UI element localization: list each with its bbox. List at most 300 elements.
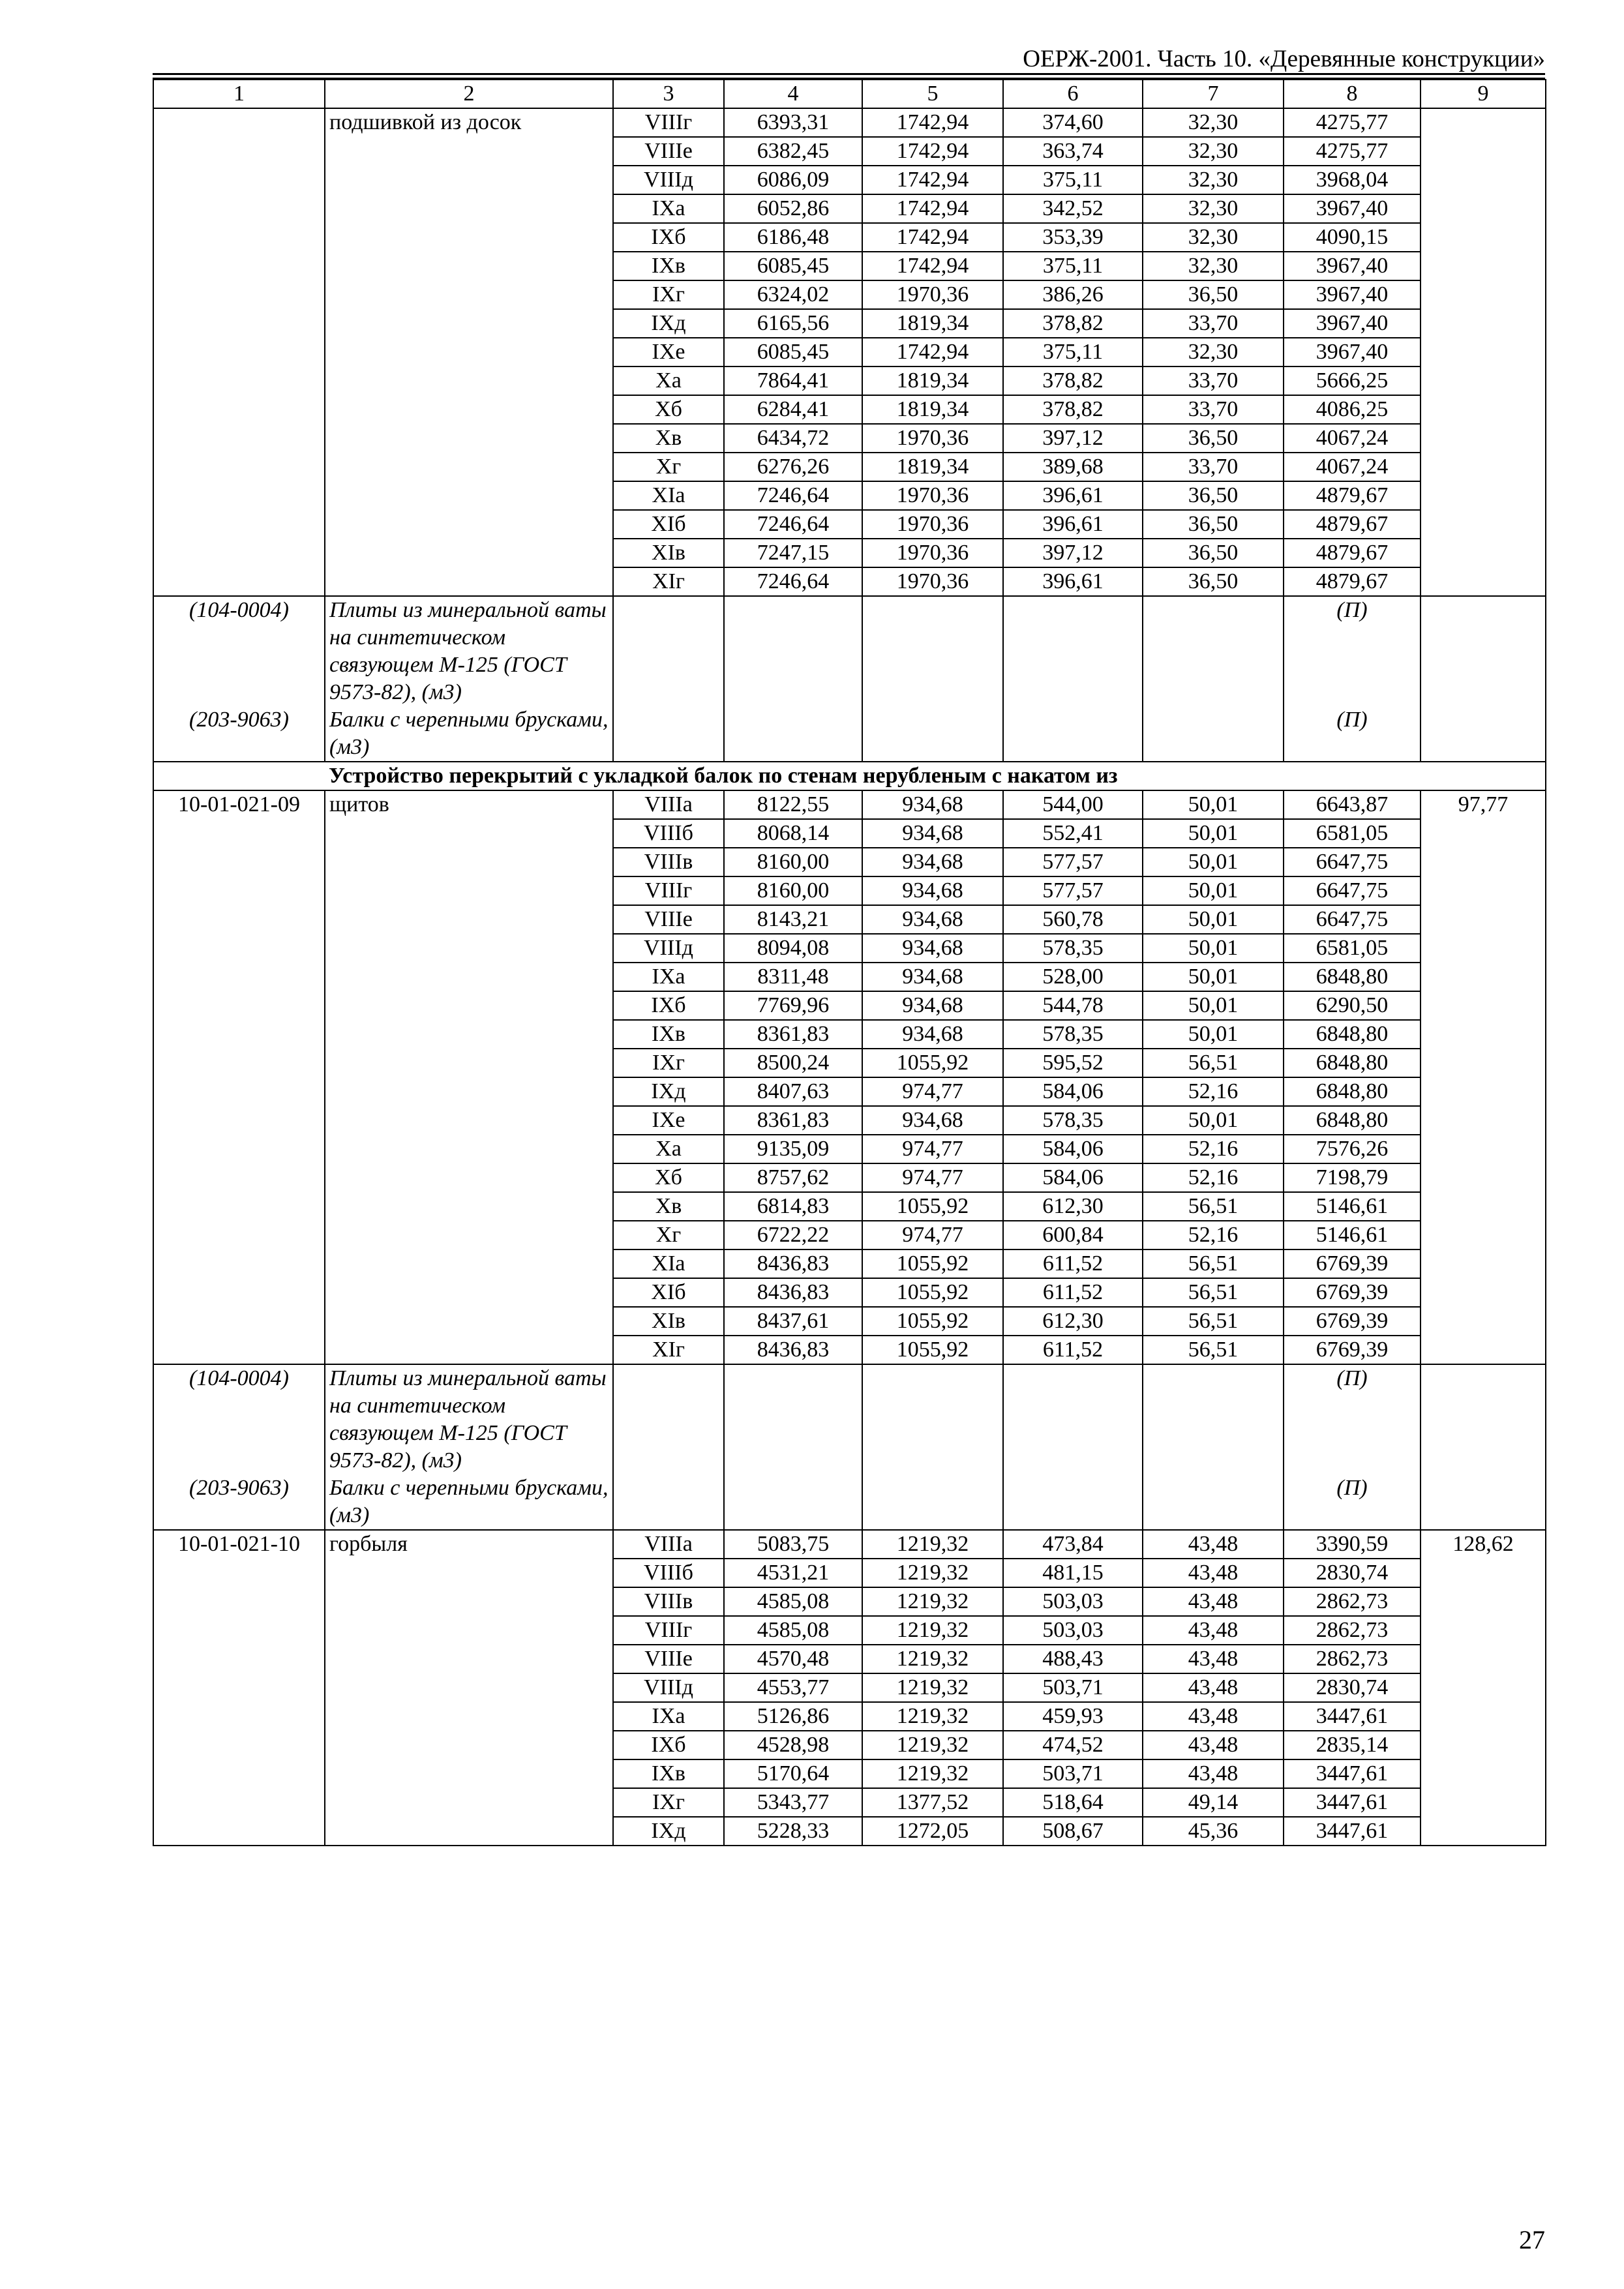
rate-code: 10-01-021-09 <box>153 790 325 1364</box>
material-code: (104-0004) <box>153 596 325 706</box>
labor-wages: 1742,94 <box>862 166 1003 194</box>
machinist-wages: 56,51 <box>1143 1307 1284 1336</box>
empty-cell <box>862 706 1003 762</box>
direct-costs: 8311,48 <box>724 963 862 991</box>
machine-costs: 488,43 <box>1003 1645 1143 1673</box>
material-costs: 6769,39 <box>1284 1307 1421 1336</box>
material-costs: 4275,77 <box>1284 137 1421 166</box>
machine-costs: 584,06 <box>1003 1077 1143 1106</box>
column-number: 7 <box>1143 80 1284 108</box>
material-costs: 4067,24 <box>1284 453 1421 481</box>
column-number: 8 <box>1284 80 1421 108</box>
region-zone: VIIIв <box>613 848 724 876</box>
region-zone: Xа <box>613 1135 724 1163</box>
region-zone: IXв <box>613 252 724 280</box>
rate-code <box>153 108 325 596</box>
machine-costs: 363,74 <box>1003 137 1143 166</box>
labor-wages: 934,68 <box>862 991 1003 1020</box>
machinist-wages: 32,30 <box>1143 252 1284 280</box>
machine-costs: 528,00 <box>1003 963 1143 991</box>
direct-costs: 6165,56 <box>724 309 862 338</box>
machine-costs: 375,11 <box>1003 166 1143 194</box>
machine-costs: 544,00 <box>1003 790 1143 819</box>
column-number-row <box>153 80 1546 108</box>
direct-costs: 8437,61 <box>724 1307 862 1336</box>
empty-cell <box>1421 596 1546 706</box>
machine-costs: 503,03 <box>1003 1616 1143 1645</box>
machine-costs: 396,61 <box>1003 567 1143 596</box>
material-code: (104-0004) <box>153 1364 325 1474</box>
machine-costs: 611,52 <box>1003 1278 1143 1307</box>
labor-wages: 1055,92 <box>862 1278 1003 1307</box>
direct-costs: 8757,62 <box>724 1163 862 1192</box>
machinist-wages: 50,01 <box>1143 1106 1284 1135</box>
material-row <box>153 1474 1546 1530</box>
material-costs: 6647,75 <box>1284 876 1421 905</box>
material-costs: 6848,80 <box>1284 1106 1421 1135</box>
region-zone: IXв <box>613 1020 724 1049</box>
machine-costs: 552,41 <box>1003 819 1143 848</box>
machinist-wages: 50,01 <box>1143 991 1284 1020</box>
material-costs: 5666,25 <box>1284 367 1421 395</box>
machinist-wages: 49,14 <box>1143 1788 1284 1817</box>
direct-costs: 6434,72 <box>724 424 862 453</box>
direct-costs: 8094,08 <box>724 934 862 963</box>
region-zone: XIг <box>613 567 724 596</box>
material-costs: 5146,61 <box>1284 1221 1421 1249</box>
direct-costs: 8160,00 <box>724 876 862 905</box>
labor-wages: 934,68 <box>862 963 1003 991</box>
region-zone: Xа <box>613 367 724 395</box>
labor-wages: 1055,92 <box>862 1049 1003 1077</box>
material-costs: 2862,73 <box>1284 1587 1421 1616</box>
labor-hours: 128,62 <box>1421 1530 1546 1846</box>
machine-costs: 396,61 <box>1003 481 1143 510</box>
direct-costs: 8143,21 <box>724 905 862 934</box>
machinist-wages: 43,48 <box>1143 1559 1284 1587</box>
machine-costs: 481,15 <box>1003 1559 1143 1587</box>
labor-wages: 1819,34 <box>862 309 1003 338</box>
labor-wages: 934,68 <box>862 848 1003 876</box>
material-costs: 6769,39 <box>1284 1278 1421 1307</box>
machinist-wages: 33,70 <box>1143 367 1284 395</box>
region-zone: VIIIг <box>613 876 724 905</box>
region-zone: IXб <box>613 223 724 252</box>
material-name: Балки с черепными брусками, (м3) <box>325 1474 613 1530</box>
region-zone: VIIIе <box>613 1645 724 1673</box>
machinist-wages: 43,48 <box>1143 1731 1284 1759</box>
machinist-wages: 36,50 <box>1143 567 1284 596</box>
material-costs: 3447,61 <box>1284 1817 1421 1846</box>
labor-wages: 1819,34 <box>862 367 1003 395</box>
empty-cell <box>1003 596 1143 706</box>
direct-costs: 7864,41 <box>724 367 862 395</box>
machine-costs: 389,68 <box>1003 453 1143 481</box>
column-number: 6 <box>1003 80 1143 108</box>
material-costs: 4067,24 <box>1284 424 1421 453</box>
machine-costs: 375,11 <box>1003 252 1143 280</box>
material-costs: 6769,39 <box>1284 1336 1421 1364</box>
column-number: 9 <box>1421 80 1546 108</box>
labor-wages: 1742,94 <box>862 194 1003 223</box>
machine-costs: 612,30 <box>1003 1192 1143 1221</box>
labor-wages: 1970,36 <box>862 539 1003 567</box>
machinist-wages: 50,01 <box>1143 963 1284 991</box>
machine-costs: 503,03 <box>1003 1587 1143 1616</box>
direct-costs: 5126,86 <box>724 1702 862 1731</box>
column-number: 2 <box>325 80 613 108</box>
machine-costs: 584,06 <box>1003 1163 1143 1192</box>
labor-wages: 1055,92 <box>862 1336 1003 1364</box>
section-title-row <box>153 762 1546 790</box>
material-name: Плиты из минеральной ваты на синтетическом связующем М-125 (ГОСТ 9573-82), (м3) <box>325 596 613 706</box>
labor-wages: 974,77 <box>862 1221 1003 1249</box>
material-costs: 4879,67 <box>1284 539 1421 567</box>
region-zone: XIб <box>613 1278 724 1307</box>
empty-cell <box>613 596 724 706</box>
machine-costs: 473,84 <box>1003 1530 1143 1559</box>
direct-costs: 6284,41 <box>724 395 862 424</box>
labor-wages: 1819,34 <box>862 453 1003 481</box>
labor-wages: 1272,05 <box>862 1817 1003 1846</box>
empty-cell <box>1143 596 1284 706</box>
direct-costs: 8436,83 <box>724 1249 862 1278</box>
labor-wages: 1819,34 <box>862 395 1003 424</box>
machinist-wages: 43,48 <box>1143 1759 1284 1788</box>
table-row <box>153 108 1546 137</box>
machinist-wages: 56,51 <box>1143 1192 1284 1221</box>
machinist-wages: 50,01 <box>1143 876 1284 905</box>
material-mark: (П) <box>1284 1364 1421 1474</box>
material-row <box>153 1364 1546 1474</box>
direct-costs: 8068,14 <box>724 819 862 848</box>
empty-cell <box>724 1364 862 1474</box>
machine-costs: 459,93 <box>1003 1702 1143 1731</box>
labor-hours <box>1421 108 1546 596</box>
material-costs: 2862,73 <box>1284 1616 1421 1645</box>
direct-costs: 8436,83 <box>724 1336 862 1364</box>
machine-costs: 386,26 <box>1003 280 1143 309</box>
table-row <box>153 790 1546 819</box>
material-mark: (П) <box>1284 706 1421 762</box>
region-zone: VIIIе <box>613 905 724 934</box>
material-row <box>153 706 1546 762</box>
machine-costs: 600,84 <box>1003 1221 1143 1249</box>
machine-costs: 375,11 <box>1003 338 1143 367</box>
machine-costs: 578,35 <box>1003 1106 1143 1135</box>
region-zone: IXг <box>613 1049 724 1077</box>
region-zone: VIIIа <box>613 1530 724 1559</box>
labor-wages: 934,68 <box>862 905 1003 934</box>
region-zone: IXе <box>613 338 724 367</box>
empty-cell <box>1421 1474 1546 1530</box>
material-costs: 4086,25 <box>1284 395 1421 424</box>
material-costs: 4275,77 <box>1284 108 1421 137</box>
machine-costs: 560,78 <box>1003 905 1143 934</box>
labor-wages: 974,77 <box>862 1077 1003 1106</box>
column-number: 4 <box>724 80 862 108</box>
direct-costs: 9135,09 <box>724 1135 862 1163</box>
empty-cell <box>1143 1364 1284 1474</box>
material-name: Плиты из минеральной ваты на синтетическом связующем М-125 (ГОСТ 9573-82), (м3) <box>325 1364 613 1474</box>
machine-costs: 612,30 <box>1003 1307 1143 1336</box>
material-code: (203-9063) <box>153 1474 325 1530</box>
region-zone: IXв <box>613 1759 724 1788</box>
region-zone: IXб <box>613 991 724 1020</box>
material-costs: 3390,59 <box>1284 1530 1421 1559</box>
machinist-wages: 32,30 <box>1143 338 1284 367</box>
region-zone: VIIIе <box>613 137 724 166</box>
direct-costs: 5228,33 <box>724 1817 862 1846</box>
empty-cell <box>724 1474 862 1530</box>
machinist-wages: 33,70 <box>1143 309 1284 338</box>
labor-wages: 1219,32 <box>862 1645 1003 1673</box>
region-zone: VIIIд <box>613 166 724 194</box>
direct-costs: 6814,83 <box>724 1192 862 1221</box>
labor-wages: 1055,92 <box>862 1307 1003 1336</box>
direct-costs: 6086,09 <box>724 166 862 194</box>
machinist-wages: 32,30 <box>1143 137 1284 166</box>
labor-wages: 1219,32 <box>862 1587 1003 1616</box>
machinist-wages: 43,48 <box>1143 1645 1284 1673</box>
empty-cell <box>613 706 724 762</box>
machine-costs: 397,12 <box>1003 539 1143 567</box>
labor-wages: 1055,92 <box>862 1249 1003 1278</box>
machine-costs: 595,52 <box>1003 1049 1143 1077</box>
section-title: Устройство перекрытий с укладкой балок по стенам нерубленым с накатом из <box>153 762 1546 790</box>
material-costs: 6848,80 <box>1284 963 1421 991</box>
material-costs: 3447,61 <box>1284 1788 1421 1817</box>
region-zone: VIIIг <box>613 108 724 137</box>
region-zone: IXд <box>613 1077 724 1106</box>
material-costs: 6643,87 <box>1284 790 1421 819</box>
direct-costs: 8361,83 <box>724 1106 862 1135</box>
machinist-wages: 36,50 <box>1143 510 1284 539</box>
machine-costs: 378,82 <box>1003 395 1143 424</box>
direct-costs: 8436,83 <box>724 1278 862 1307</box>
machine-costs: 611,52 <box>1003 1249 1143 1278</box>
region-zone: IXд <box>613 309 724 338</box>
machine-costs: 578,35 <box>1003 1020 1143 1049</box>
machine-costs: 353,39 <box>1003 223 1143 252</box>
material-costs: 2830,74 <box>1284 1673 1421 1702</box>
material-costs: 6581,05 <box>1284 819 1421 848</box>
machinist-wages: 36,50 <box>1143 280 1284 309</box>
material-code: (203-9063) <box>153 706 325 762</box>
machinist-wages: 52,16 <box>1143 1077 1284 1106</box>
material-costs: 7576,26 <box>1284 1135 1421 1163</box>
machinist-wages: 32,30 <box>1143 166 1284 194</box>
machinist-wages: 32,30 <box>1143 194 1284 223</box>
direct-costs: 4585,08 <box>724 1616 862 1645</box>
machinist-wages: 43,48 <box>1143 1616 1284 1645</box>
region-zone: VIIIв <box>613 1587 724 1616</box>
material-costs: 3968,04 <box>1284 166 1421 194</box>
material-costs: 4879,67 <box>1284 510 1421 539</box>
region-zone: VIIIб <box>613 819 724 848</box>
region-zone: XIа <box>613 481 724 510</box>
page-header: ОЕРЖ-2001. Часть 10. «Деревянные конструкции» <box>1023 46 1545 72</box>
material-costs: 3967,40 <box>1284 309 1421 338</box>
region-zone: XIв <box>613 1307 724 1336</box>
labor-wages: 1219,32 <box>862 1731 1003 1759</box>
machinist-wages: 43,48 <box>1143 1530 1284 1559</box>
region-zone: VIIIб <box>613 1559 724 1587</box>
column-number: 1 <box>153 80 325 108</box>
machine-costs: 544,78 <box>1003 991 1143 1020</box>
material-costs: 3967,40 <box>1284 280 1421 309</box>
direct-costs: 6085,45 <box>724 338 862 367</box>
region-zone: Xб <box>613 1163 724 1192</box>
material-costs: 4090,15 <box>1284 223 1421 252</box>
machine-costs: 577,57 <box>1003 876 1143 905</box>
labor-wages: 1219,32 <box>862 1702 1003 1731</box>
machinist-wages: 33,70 <box>1143 395 1284 424</box>
region-zone: XIа <box>613 1249 724 1278</box>
material-costs: 2835,14 <box>1284 1731 1421 1759</box>
region-zone: IXб <box>613 1731 724 1759</box>
labor-hours: 97,77 <box>1421 790 1546 1364</box>
rate-name: подшивкой из досок <box>325 108 613 596</box>
direct-costs: 8361,83 <box>724 1020 862 1049</box>
direct-costs: 6393,31 <box>724 108 862 137</box>
rate-code: 10-01-021-10 <box>153 1530 325 1846</box>
direct-costs: 8160,00 <box>724 848 862 876</box>
direct-costs: 8407,63 <box>724 1077 862 1106</box>
labor-wages: 1219,32 <box>862 1759 1003 1788</box>
labor-wages: 1055,92 <box>862 1192 1003 1221</box>
direct-costs: 4553,77 <box>724 1673 862 1702</box>
material-costs: 6290,50 <box>1284 991 1421 1020</box>
labor-wages: 934,68 <box>862 819 1003 848</box>
direct-costs: 8122,55 <box>724 790 862 819</box>
empty-cell <box>1421 706 1546 762</box>
region-zone: IXе <box>613 1106 724 1135</box>
machinist-wages: 50,01 <box>1143 819 1284 848</box>
rates-table <box>153 79 1546 1846</box>
region-zone: IXа <box>613 194 724 223</box>
labor-wages: 1742,94 <box>862 108 1003 137</box>
direct-costs: 7246,64 <box>724 510 862 539</box>
direct-costs: 7769,96 <box>724 991 862 1020</box>
machine-costs: 508,67 <box>1003 1817 1143 1846</box>
labor-wages: 934,68 <box>862 790 1003 819</box>
region-zone: Xг <box>613 453 724 481</box>
direct-costs: 6052,86 <box>724 194 862 223</box>
labor-wages: 934,68 <box>862 934 1003 963</box>
empty-cell <box>862 1474 1003 1530</box>
machine-costs: 374,60 <box>1003 108 1143 137</box>
machinist-wages: 50,01 <box>1143 1020 1284 1049</box>
material-costs: 6581,05 <box>1284 934 1421 963</box>
direct-costs: 6324,02 <box>724 280 862 309</box>
direct-costs: 4531,21 <box>724 1559 862 1587</box>
material-costs: 6848,80 <box>1284 1049 1421 1077</box>
direct-costs: 4570,48 <box>724 1645 862 1673</box>
machinist-wages: 50,01 <box>1143 905 1284 934</box>
region-zone: Xб <box>613 395 724 424</box>
table-body <box>153 80 1546 1846</box>
machine-costs: 611,52 <box>1003 1336 1143 1364</box>
region-zone: VIIIа <box>613 790 724 819</box>
empty-cell <box>724 706 862 762</box>
page-number: 27 <box>1519 2225 1545 2254</box>
material-costs: 4879,67 <box>1284 481 1421 510</box>
material-costs: 3967,40 <box>1284 252 1421 280</box>
region-zone: XIв <box>613 539 724 567</box>
empty-cell <box>613 1364 724 1474</box>
direct-costs: 6186,48 <box>724 223 862 252</box>
machinist-wages: 45,36 <box>1143 1817 1284 1846</box>
region-zone: Xв <box>613 1192 724 1221</box>
machinist-wages: 32,30 <box>1143 223 1284 252</box>
rate-name: щитов <box>325 790 613 1364</box>
region-zone: IXа <box>613 1702 724 1731</box>
header-rule <box>153 73 1545 75</box>
labor-wages: 1970,36 <box>862 481 1003 510</box>
labor-wages: 1377,52 <box>862 1788 1003 1817</box>
machinist-wages: 56,51 <box>1143 1336 1284 1364</box>
machinist-wages: 56,51 <box>1143 1278 1284 1307</box>
direct-costs: 5083,75 <box>724 1530 862 1559</box>
labor-wages: 1219,32 <box>862 1616 1003 1645</box>
machinist-wages: 52,16 <box>1143 1221 1284 1249</box>
labor-wages: 1970,36 <box>862 567 1003 596</box>
labor-wages: 1742,94 <box>862 338 1003 367</box>
direct-costs: 8500,24 <box>724 1049 862 1077</box>
labor-wages: 934,68 <box>862 876 1003 905</box>
material-mark: (П) <box>1284 596 1421 706</box>
region-zone: VIIIг <box>613 1616 724 1645</box>
material-costs: 6647,75 <box>1284 848 1421 876</box>
direct-costs: 7246,64 <box>724 567 862 596</box>
region-zone: VIIIд <box>613 934 724 963</box>
material-costs: 3447,61 <box>1284 1702 1421 1731</box>
labor-wages: 1970,36 <box>862 510 1003 539</box>
machinist-wages: 50,01 <box>1143 848 1284 876</box>
machinist-wages: 52,16 <box>1143 1135 1284 1163</box>
material-costs: 5146,61 <box>1284 1192 1421 1221</box>
machine-costs: 378,82 <box>1003 309 1143 338</box>
material-costs: 4879,67 <box>1284 567 1421 596</box>
region-zone: IXа <box>613 963 724 991</box>
material-costs: 6769,39 <box>1284 1249 1421 1278</box>
region-zone: IXг <box>613 280 724 309</box>
empty-cell <box>1143 706 1284 762</box>
empty-cell <box>613 1474 724 1530</box>
material-costs: 3967,40 <box>1284 194 1421 223</box>
machine-costs: 378,82 <box>1003 367 1143 395</box>
region-zone: Xг <box>613 1221 724 1249</box>
machine-costs: 503,71 <box>1003 1759 1143 1788</box>
column-number: 5 <box>862 80 1003 108</box>
region-zone: IXд <box>613 1817 724 1846</box>
labor-wages: 934,68 <box>862 1106 1003 1135</box>
direct-costs: 6276,26 <box>724 453 862 481</box>
machinist-wages: 50,01 <box>1143 934 1284 963</box>
labor-wages: 974,77 <box>862 1163 1003 1192</box>
machinist-wages: 52,16 <box>1143 1163 1284 1192</box>
region-zone: XIг <box>613 1336 724 1364</box>
machinist-wages: 56,51 <box>1143 1249 1284 1278</box>
direct-costs: 6085,45 <box>724 252 862 280</box>
machinist-wages: 36,50 <box>1143 424 1284 453</box>
region-zone: VIIIд <box>613 1673 724 1702</box>
material-costs: 6848,80 <box>1284 1020 1421 1049</box>
direct-costs: 5343,77 <box>724 1788 862 1817</box>
direct-costs: 5170,64 <box>724 1759 862 1788</box>
region-zone: XIб <box>613 510 724 539</box>
